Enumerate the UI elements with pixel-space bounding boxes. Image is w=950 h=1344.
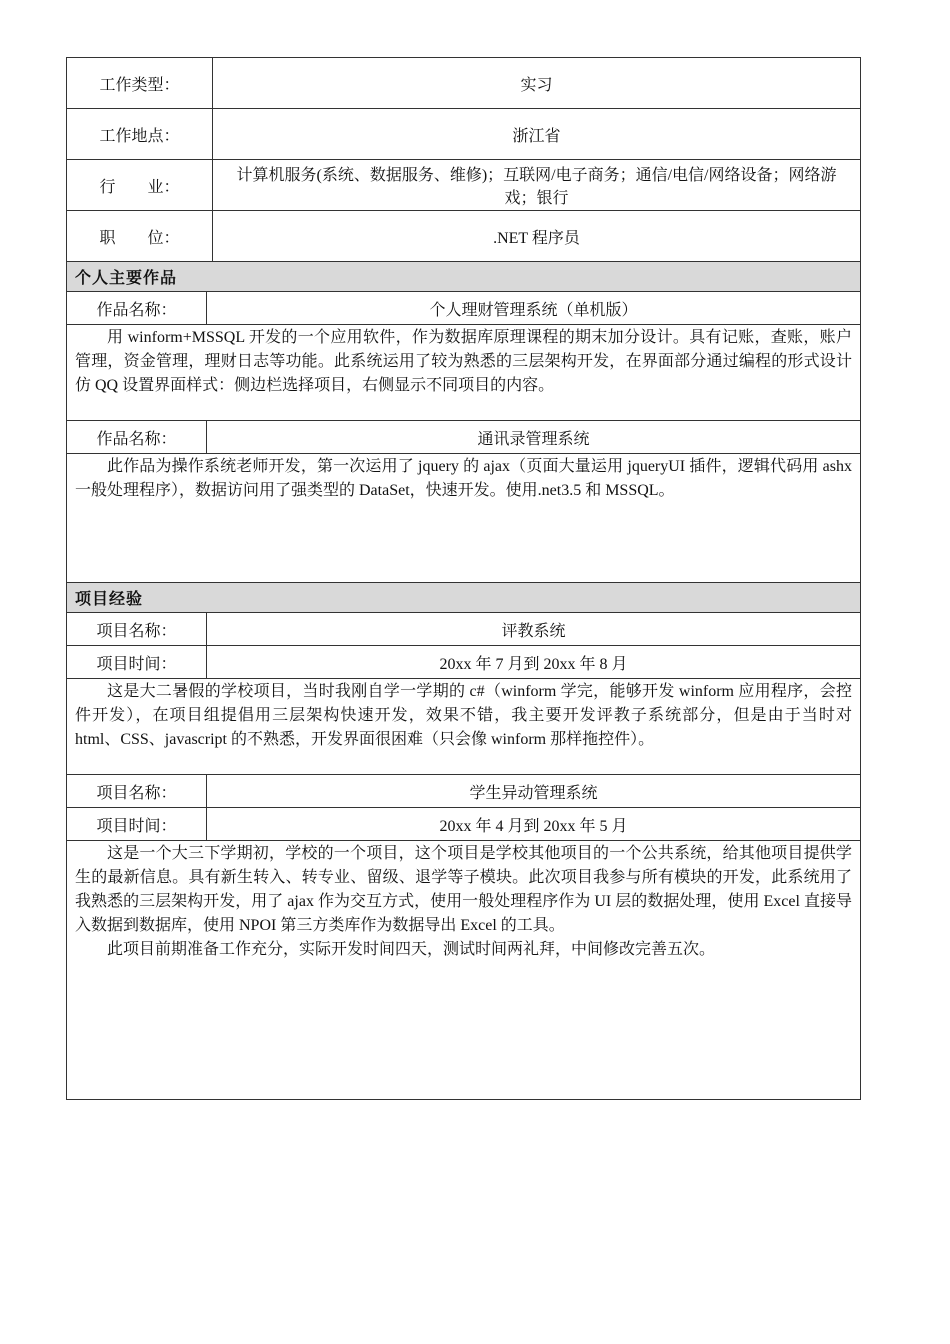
resume-page [66,57,861,1100]
project-time-label: 项目时间： [67,646,207,678]
project-name: 学生异动管理系统 [469,784,598,802]
position-label: 职 位： [67,211,213,261]
work-location-row [67,109,860,160]
work-type-row [67,58,860,109]
industry-value: 计算机服务(系统、数据服务、维修)；互联网/电子商务；通信/电信/网络设备；网络游戏；银行 [236,167,837,207]
project-description: 这是大二暑假的学校项目，当时我刚自学一学期的 c#（winform 学完，能够开发 winform 应用程序，会控件开发），在项目组提倡用三层架构快速开发，效果不错，我主要开发评教子系统部分，但是由于当时对 html、CSS、javascript 的不熟悉，开发界面很困难（只会像 winform 那样拖控件）。 [75,683,852,748]
project-1-time-row [67,646,860,679]
work-item-name: 个人理财管理系统（单机版） [429,301,638,319]
work-item-name-label: 作品名称： [67,421,207,453]
industry-label: 行 业： [67,160,213,210]
work-type-value: 实习 [520,76,553,94]
position-row [67,211,860,262]
project-name-label: 项目名称： [67,613,207,645]
project-1-name-row [67,613,860,646]
work-type-label: 工作类型： [67,58,213,108]
industry-row [67,160,860,211]
project-description-extra: 此项目前期准备工作充分，实际开发时间四天，测试时间两礼拜，中间修改完善五次。 [107,941,716,958]
work-item-name: 通讯录管理系统 [477,430,590,448]
project-name-label: 项目名称： [67,775,207,807]
work-item-name-label: 作品名称： [67,292,207,324]
work-item-description: 用 winform+MSSQL 开发的一个应用软件，作为数据库原理课程的期末加分设计。具有记账，查账，账户管理，资金管理，理财日志等功能。此系统运用了较为熟悉的三层架构开发，在界面部分通过编程的形式设计仿 QQ 设置界面样式：侧边栏选择项目，右侧显示不同项目的内容。 [75,329,852,394]
work-item-1-name-row [67,292,860,325]
projects-section-heading: 项目经验 [67,583,860,613]
works-section-heading: 个人主要作品 [67,262,860,292]
work-item-1-desc-row [67,325,860,421]
project-time: 20xx 年 7 月到 20xx 年 8 月 [439,655,628,673]
work-location-label: 工作地点： [67,109,213,159]
resume-table [66,57,861,1100]
project-time-label: 项目时间： [67,808,207,840]
project-time: 20xx 年 4 月到 20xx 年 5 月 [439,817,628,835]
work-item-2-name-row [67,421,860,454]
position-value: .NET 程序员 [493,229,580,247]
project-2-name-row [67,775,860,808]
project-description: 这是一个大三下学期初，学校的一个项目，这个项目是学校其他项目的一个公共系统，给其他项目提供学生的最新信息。具有新生转入、转专业、留级、退学等子模块。此次项目我参与所有模块的开发，此系统用了我熟悉的三层架构开发，用了 ajax 作为交互方式，使用一般处理程序作为 UI 层的数据处理，使用 Excel 直接导入数据到数据库，使用 NPOI 第三方类库作为数据导出 Excel 的工具。 [75,845,852,934]
project-name: 评教系统 [501,622,566,640]
project-1-desc-row [67,679,860,775]
project-2-time-row [67,808,860,841]
work-item-2-desc-row [67,454,860,583]
work-location-value: 浙江省 [512,127,561,145]
project-2-desc-row [67,841,860,1099]
work-item-description: 此作品为操作系统老师开发，第一次运用了 jquery 的 ajax（页面大量运用 jqueryUI 插件，逻辑代码用 ashx 一般处理程序），数据访问用了强类型的 DataSet，快速开发。使用.net3.5 和 MSSQL。 [75,458,852,499]
